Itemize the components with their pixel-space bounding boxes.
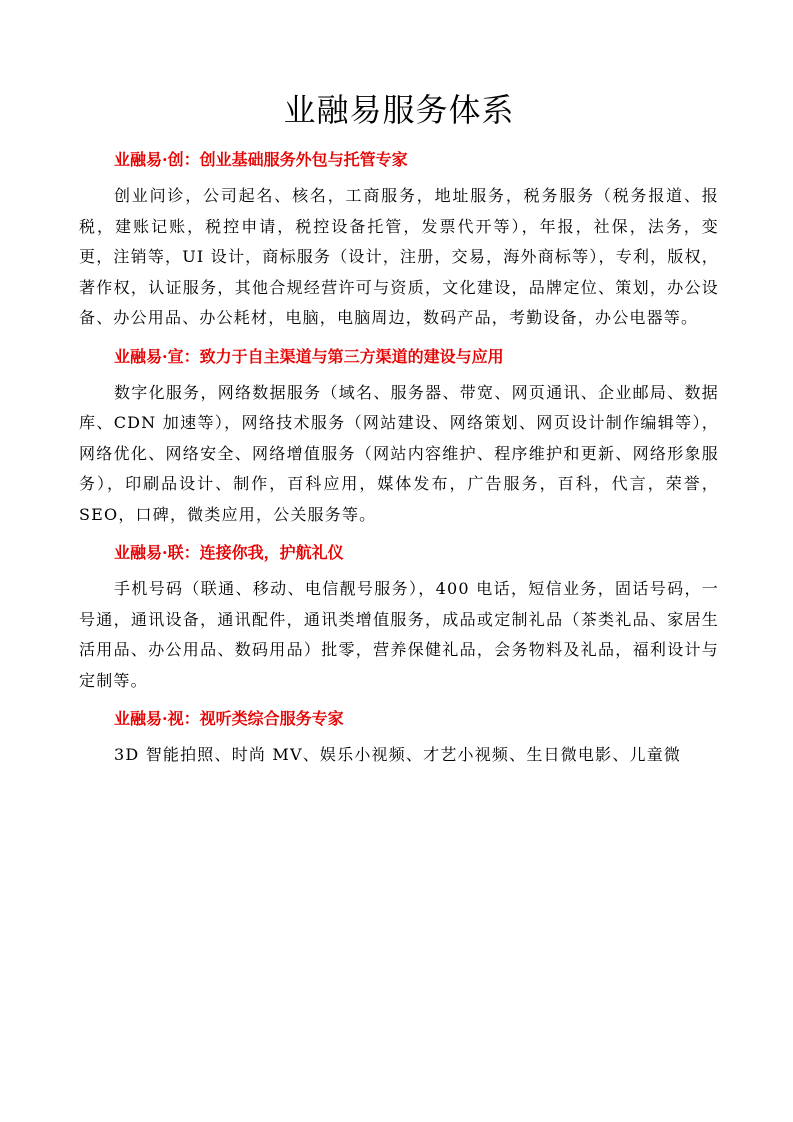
section-body-chuang: 创业问诊，公司起名、核名，工商服务，地址服务，税务服务（税务报道、报税，建账记账，税控申请，税控设备托管，发票代开等），年报，社保，法务，变更，注销等，UI 设计，商标服务（设计，注册，交易，海外商标等），专利，版权，著作权，认证服务，其他合规经营许可与资质，文化建设，品牌定位、策划，办公设备、办公用品、办公耗材，电脑，电脑周边，数码产品，考勤设备，办公电器等。 [79,186,719,327]
section-heading-xuan: 业融易·宣：致力于自主渠道与第三方渠道的建设与应用 [114,346,504,366]
section-heading-lian: 业融易·联：连接你我，护航礼仪 [114,543,344,562]
document-title: 业融易服务体系 [283,91,515,129]
section-body-xuan: 数字化服务，网络数据服务（域名、服务器、带宽、网页通讯、企业邮局、数据库、CDN 加速等），网络技术服务（网站建设、网络策划、网页设计制作编辑等），网络优化、网络安全、网络增值服务（网站内容维护、程序维护和更新、网络形象服务），印刷品设计、制作，百科应用，媒体发布，广告服务，百科，代言，荣誉，SEO，口碑，微类应用，公关服务等。 [79,382,719,524]
section-chuang [79,149,719,334]
document-page [79,0,719,771]
section-heading-chuang: 业融易·创：创业基础服务外包与托管专家 [114,150,408,169]
section-heading-shi: 业融易·视：视听类综合服务专家 [114,709,344,728]
section-lian [79,542,719,696]
section-shi [79,708,719,771]
section-body-shi: 3D 智能拍照、时尚 MV、娱乐小视频、才艺小视频、生日微电影、儿童微 [114,745,682,764]
section-body-lian: 手机号码（联通、移动、电信靓号服务），400 电话，短信业务，固话号码，一号通，通讯设备，通讯配件，通讯类增值服务，成品或定制礼品（茶类礼品、家居生活用品、办公用品、数码用品）批零，营养保健礼品，会务物料及礼品，福利设计与定制等。 [79,579,719,690]
section-xuan [79,346,719,531]
